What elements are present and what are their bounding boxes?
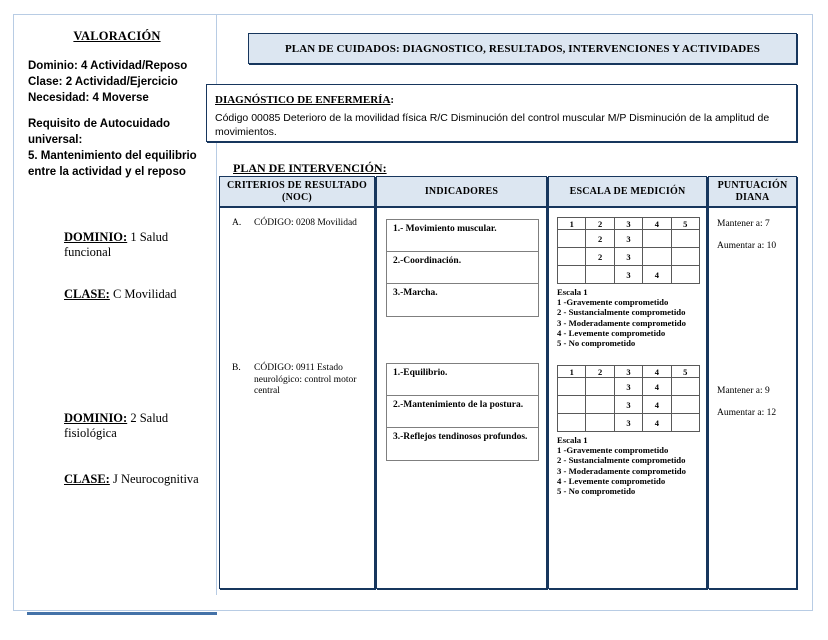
assessment-line-clase: Clase: 2 Actividad/Ejercicio xyxy=(28,76,178,88)
table-header-escala xyxy=(549,177,706,207)
scale-legend-item: 4 - Levemente comprometido xyxy=(557,327,666,338)
scale-cell[interactable]: 3 xyxy=(614,248,642,266)
scale-cell[interactable] xyxy=(558,396,586,414)
scale-col-2: 2 xyxy=(586,218,614,230)
sidebar-entry-dominio-1 xyxy=(64,230,216,260)
assessment-details xyxy=(28,58,206,180)
nursing-diagnosis-colon: : xyxy=(390,94,395,106)
sidebar-entry-label: DOMINIO: xyxy=(64,411,128,425)
table-column-escala xyxy=(548,176,707,589)
scale-cell[interactable] xyxy=(671,248,699,266)
scale-legend-item: 5 - No comprometido xyxy=(557,338,636,349)
table-header-puntuacion xyxy=(709,177,796,207)
scale-grid-row xyxy=(558,266,700,284)
target-mantener: Mantener a: 7 xyxy=(717,219,770,229)
scale-cell[interactable] xyxy=(586,378,614,396)
scale-legend-item: 1 -Gravemente comprometido xyxy=(557,297,669,308)
scale-grid-row xyxy=(558,230,700,248)
scale-cell[interactable] xyxy=(558,266,586,284)
plan-banner xyxy=(248,33,797,64)
table-header-puntuacion-line1: PUNTUACIÓN xyxy=(717,179,788,191)
requisite-line-3: 5. Mantenimiento del equilibrio xyxy=(28,150,197,162)
scale-grid-a xyxy=(557,217,700,284)
nursing-diagnosis-text: Código 00085 Deterioro de la movilidad física R/C Disminución del control muscular M/P Disminución de la amplitud de movimientos. xyxy=(215,112,770,138)
scale-cell[interactable]: 3 xyxy=(614,230,642,248)
indicator-item: 1.- Movimiento muscular. xyxy=(387,220,538,252)
sidebar-entry-clase-1 xyxy=(64,287,177,302)
scale-block-a xyxy=(557,217,700,348)
scale-col-2: 2 xyxy=(586,366,614,378)
intervention-plan-table xyxy=(219,176,797,589)
scale-legend-item: 5 - No comprometido xyxy=(557,486,636,497)
assessment-sidebar xyxy=(14,15,217,595)
table-header-noc-line1: CRITERIOS DE RESULTADO xyxy=(227,179,367,191)
scale-cell[interactable]: 4 xyxy=(643,396,671,414)
scale-cell[interactable]: 2 xyxy=(586,248,614,266)
scale-cell[interactable]: 3 xyxy=(614,266,642,284)
requisite-line-1: Requisito de Autocuidado xyxy=(28,118,171,130)
sidebar-entry-label: CLASE: xyxy=(64,287,110,301)
requisite-line-2: universal: xyxy=(28,134,83,146)
scale-legend-item: 2 - Sustancialmente comprometido xyxy=(557,307,686,318)
indicator-group-b xyxy=(386,363,539,461)
scale-cell[interactable]: 4 xyxy=(643,378,671,396)
target-aumentar: Aumentar a: 10 xyxy=(717,241,777,251)
scale-col-5: 5 xyxy=(671,366,699,378)
noc-entry-letter: A. xyxy=(232,218,242,228)
indicator-item: 3.-Reflejos tendinosos profundos. xyxy=(393,432,528,442)
scale-cell[interactable] xyxy=(671,230,699,248)
scale-legend-item: 3 - Moderadamente comprometido xyxy=(557,465,686,476)
table-header-indicadores-label: INDICADORES xyxy=(424,185,499,197)
sidebar-entry-value: J Neurocognitiva xyxy=(112,472,199,486)
scale-cell[interactable] xyxy=(671,414,699,432)
scale-cell[interactable] xyxy=(586,396,614,414)
scale-grid-row xyxy=(558,248,700,266)
sidebar-entry-value: 1 Salud funcional xyxy=(64,230,169,259)
valoracion-title: VALORACIÓN xyxy=(73,29,161,43)
footer-divider-rule xyxy=(27,612,217,615)
scale-cell[interactable]: 4 xyxy=(643,266,671,284)
noc-entry-text: CÓDIGO: 0208 Movilidad xyxy=(254,218,357,228)
sidebar-entry-label: DOMINIO: xyxy=(64,230,128,244)
scale-legend-item: 2 - Sustancialmente comprometido xyxy=(557,455,686,466)
scale-col-3: 3 xyxy=(614,218,642,230)
table-header-indicadores xyxy=(377,177,546,207)
table-header-noc xyxy=(220,177,374,207)
requisite-line-4: entre la actividad y el reposo xyxy=(28,166,186,178)
scale-legend-title: Escala 1 xyxy=(557,287,588,297)
scale-cell[interactable]: 3 xyxy=(614,378,642,396)
noc-entry-letter: B. xyxy=(232,363,241,373)
target-mantener: Mantener a: 9 xyxy=(717,386,770,396)
scale-legend-item: 1 -Gravemente comprometido xyxy=(557,445,669,456)
scale-cell[interactable] xyxy=(558,230,586,248)
scale-cell[interactable] xyxy=(671,266,699,284)
scale-legend-item: 3 - Moderadamente comprometido xyxy=(557,317,686,328)
scale-legend-item: 4 - Levemente comprometido xyxy=(557,475,666,486)
nursing-diagnosis-label: DIAGNÓSTICO DE ENFERMERÍA xyxy=(215,94,391,106)
plan-banner-title: PLAN DE CUIDADOS: DIAGNOSTICO, RESULTADOS, INTERVENCIONES Y ACTIVIDADES xyxy=(284,42,761,55)
scale-grid-row xyxy=(558,378,700,396)
noc-entry-text: CÓDIGO: 0911 Estado neurológico: control motor central xyxy=(254,363,357,396)
scale-col-4: 4 xyxy=(643,218,671,230)
scale-cell[interactable] xyxy=(558,248,586,266)
scale-grid-header-row xyxy=(558,218,700,230)
indicator-item: 2.-Mantenimiento de la postura. xyxy=(387,396,538,428)
scale-cell[interactable] xyxy=(643,230,671,248)
scale-legend-b xyxy=(557,435,700,496)
sidebar-entry-label: CLASE: xyxy=(64,472,110,486)
indicator-group-a xyxy=(386,219,539,317)
scale-block-b xyxy=(557,365,700,496)
assessment-line-necesidad: Necesidad: 4 Moverse xyxy=(28,92,149,104)
scale-col-1: 1 xyxy=(558,366,586,378)
scale-cell[interactable] xyxy=(643,248,671,266)
target-score-block-a xyxy=(717,213,776,257)
scale-cell[interactable] xyxy=(586,266,614,284)
scale-cell[interactable] xyxy=(558,378,586,396)
table-column-puntuacion xyxy=(708,176,797,589)
plan-intervencion-label: PLAN DE INTERVENCIÓN: xyxy=(233,161,387,175)
scale-legend-a xyxy=(557,287,700,348)
noc-entry-a xyxy=(232,218,366,230)
target-score-block-b xyxy=(717,380,776,424)
scale-cell[interactable]: 4 xyxy=(643,414,671,432)
scale-cell[interactable] xyxy=(586,414,614,432)
indicator-item: 1.-Equilibrio. xyxy=(387,364,538,396)
scale-grid-header-row xyxy=(558,366,700,378)
scale-cell[interactable] xyxy=(558,414,586,432)
scale-cell[interactable]: 2 xyxy=(586,230,614,248)
sidebar-entry-dominio-2 xyxy=(64,411,216,441)
indicator-item: 3.-Marcha. xyxy=(393,288,438,298)
scale-grid-row xyxy=(558,414,700,432)
assessment-line-dominio: Dominio: 4 Actividad/Reposo xyxy=(28,60,188,72)
nursing-diagnosis-box xyxy=(206,84,797,142)
scale-cell[interactable]: 3 xyxy=(614,414,642,432)
sidebar-entry-value: C Movilidad xyxy=(112,287,177,301)
sidebar-entry-value: 2 Salud fisiológica xyxy=(64,411,169,440)
scale-col-5: 5 xyxy=(671,218,699,230)
indicator-item: 2.-Coordinación. xyxy=(387,252,538,284)
scale-cell[interactable] xyxy=(671,396,699,414)
scale-legend-title: Escala 1 xyxy=(557,435,588,445)
table-header-escala-label: ESCALA DE MEDICIÓN xyxy=(569,185,686,197)
scale-cell[interactable] xyxy=(671,378,699,396)
scale-cell[interactable]: 3 xyxy=(614,396,642,414)
scale-grid-b xyxy=(557,365,700,432)
table-header-puntuacion-line2: DIANA xyxy=(735,191,770,203)
scale-col-1: 1 xyxy=(558,218,586,230)
table-column-noc xyxy=(219,176,375,589)
sidebar-entry-clase-2 xyxy=(64,472,199,487)
scale-col-4: 4 xyxy=(643,366,671,378)
scale-col-3: 3 xyxy=(614,366,642,378)
scale-grid-row xyxy=(558,396,700,414)
table-header-noc-line2: (NOC) xyxy=(282,191,312,203)
noc-entry-b xyxy=(232,363,366,398)
target-aumentar: Aumentar a: 12 xyxy=(717,408,777,418)
table-column-indicadores xyxy=(376,176,547,589)
